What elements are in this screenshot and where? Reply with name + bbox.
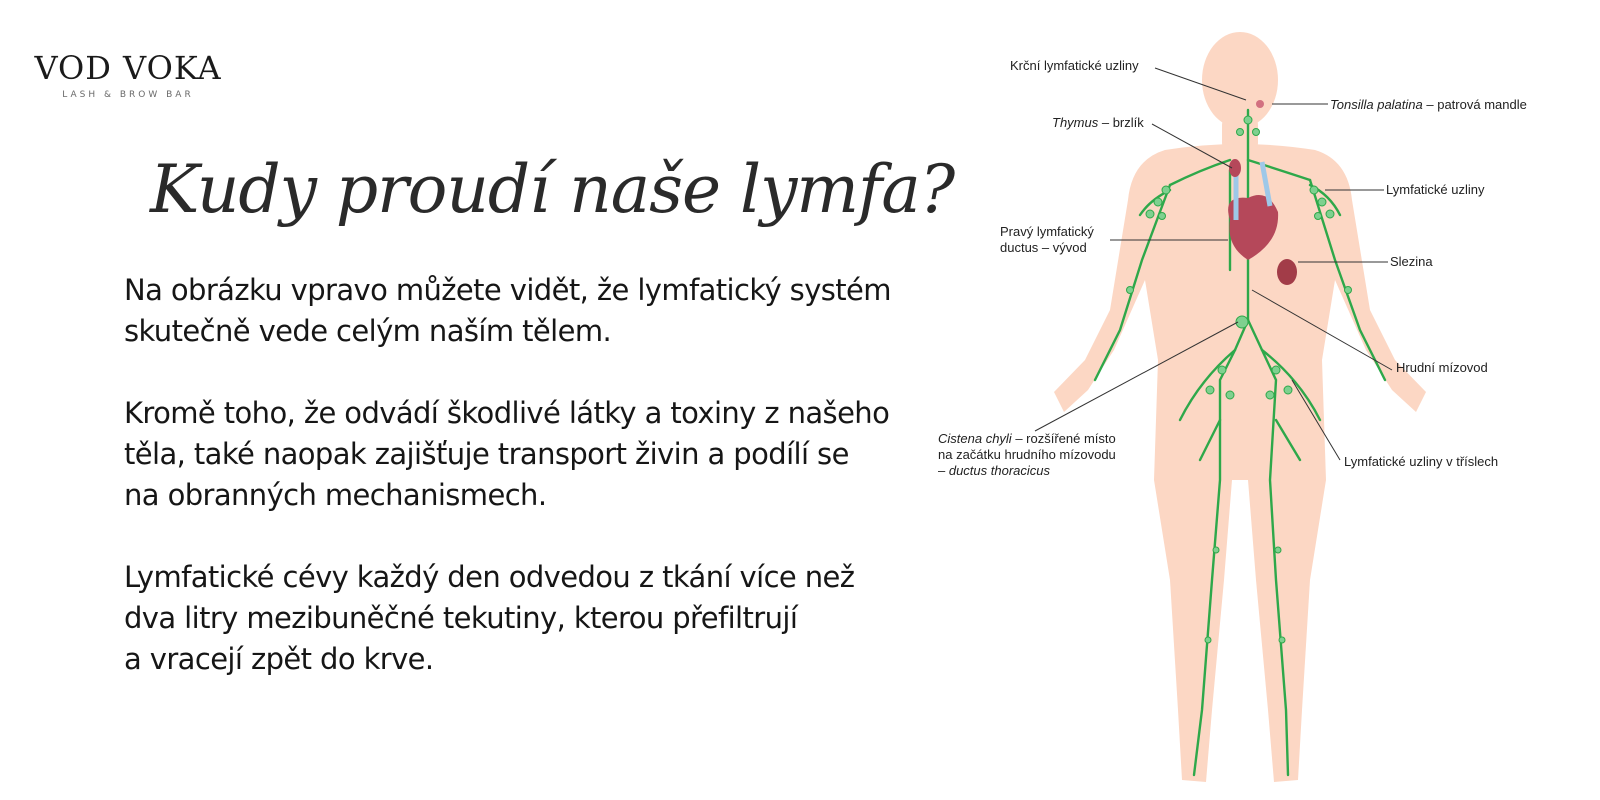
label-thymus-latin: Thymus <box>1052 115 1099 130</box>
tonsil-icon <box>1256 100 1264 108</box>
page-title: Kudy proudí naše lymfa? <box>150 151 955 228</box>
label-cisterna-latin: Cistena chyli <box>938 431 1012 446</box>
paragraph: Kromě toho, že odvádí škodlivé látky a toxiny z našeho těla, také naopak zajišťuje transport živin a podílí se na obranných mechanismech. <box>124 396 890 512</box>
label-thymus <box>1052 115 1144 131</box>
lymphatic-system-diagram <box>930 20 1570 800</box>
label-tonsil-czech: – patrová mandle <box>1422 97 1527 112</box>
label-groin-nodes: Lymfatické uzliny v tříslech <box>1344 454 1499 469</box>
label-spleen: Slezina <box>1390 254 1433 269</box>
label-lymph-nodes: Lymfatické uzliny <box>1386 182 1485 197</box>
spleen-icon <box>1277 259 1297 285</box>
body-illustration <box>930 20 1570 800</box>
label-cisterna-czech: – rozšířené místo <box>1011 431 1116 446</box>
label-cisterna-line1 <box>938 431 1116 447</box>
label-cisterna-ductus: ductus thoracicus <box>948 463 1051 478</box>
label-tonsil-latin: Tonsilla palatina <box>1330 97 1423 112</box>
paragraph: Lymfatické cévy každý den odvedou z tkání více než dva litry mezibuněčné tekutiny, kterou přefiltrují a vracejí zpět do krve. <box>124 560 855 676</box>
brand-tagline: LASH & BROW BAR <box>62 90 194 100</box>
label-right-duct-line2: ductus – vývod <box>1000 240 1087 255</box>
label-thoracic-duct: Hrudní mízovod <box>1396 360 1488 375</box>
brand-logo <box>28 50 228 100</box>
label-right-duct-line1: Pravý lymfatický <box>1000 224 1094 239</box>
body-silhouette <box>1054 32 1426 782</box>
label-thymus-czech: – brzlík <box>1098 115 1144 130</box>
label-tonsil <box>1330 97 1527 113</box>
label-right-duct <box>1000 224 1094 256</box>
brand-name: VOD VOKA <box>34 49 222 87</box>
body-text <box>124 270 914 721</box>
label-cisterna-dash: – <box>938 463 949 478</box>
paragraph: Na obrázku vpravo můžete vidět, že lymfatický systém skutečně vede celým naším tělem. <box>124 273 891 348</box>
label-cisterna-line3 <box>938 463 1116 479</box>
label-cisterna-chyli <box>938 431 1116 479</box>
label-cisterna-line2: na začátku hrudního mízovodu <box>938 447 1116 462</box>
label-neck-nodes: Krční lymfatické uzliny <box>1010 58 1139 73</box>
